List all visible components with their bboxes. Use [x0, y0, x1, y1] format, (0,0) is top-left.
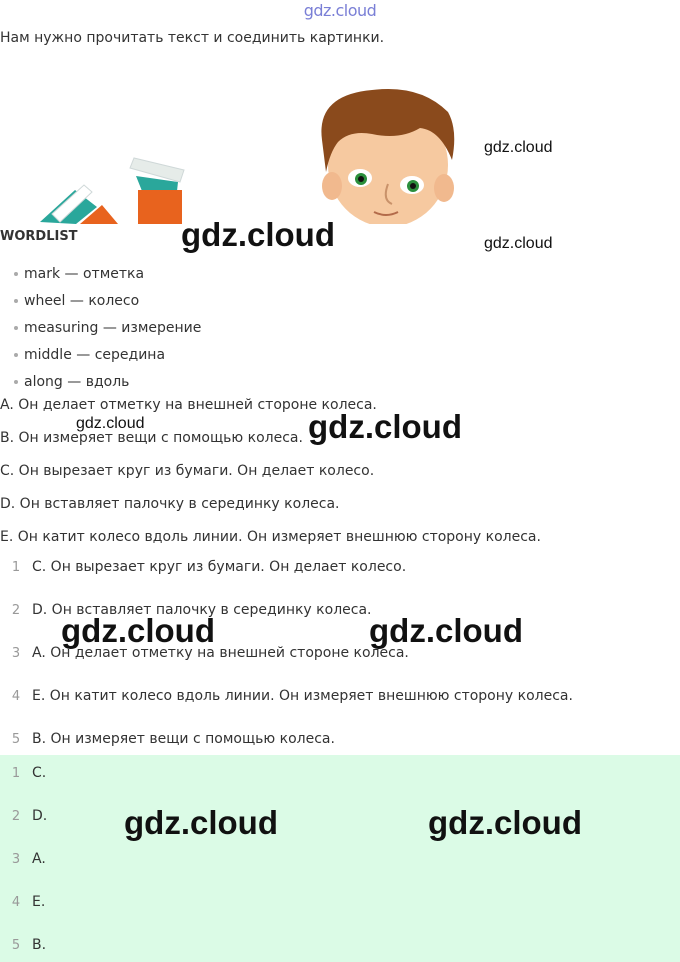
row-text: A. [32, 851, 46, 867]
row-text: C. [32, 765, 47, 781]
row-number: 2 [11, 603, 21, 618]
row-number: 1 [11, 766, 21, 781]
row-number: 3 [11, 646, 21, 661]
watermark: gdz.cloud [308, 408, 462, 445]
ordered-row [0, 685, 680, 728]
answer-row [0, 934, 46, 957]
boy-face-icon [321, 89, 454, 225]
watermark: gdz.cloud [484, 235, 553, 252]
sentence: A. Он делает отметку на внешней стороне колеса. [0, 397, 377, 413]
watermark: gdz.cloud [484, 139, 553, 156]
answer-block [0, 755, 680, 962]
answer-row [0, 805, 47, 828]
wordlist-item: mark — отметка [14, 263, 201, 290]
row-number: 2 [11, 809, 21, 824]
watermark: gdz.cloud [76, 415, 145, 432]
answer-row [0, 891, 45, 914]
sentence: E. Он катит колесо вдоль линии. Он измеряет внешнюю сторону колеса. [0, 529, 541, 545]
bullet-icon [14, 380, 18, 384]
bullet-icon [14, 353, 18, 357]
answer-row [0, 848, 46, 871]
row-text: A. Он делает отметку на внешней стороне колеса. [32, 645, 409, 661]
watermark: gdz.cloud [124, 804, 278, 841]
ordered-list [0, 556, 680, 771]
watermark: gdz.cloud [61, 612, 215, 649]
row-text: C. Он вырезает круг из бумаги. Он делает колесо. [32, 559, 407, 575]
intro-text: Нам нужно прочитать текст и соединить картинки. [0, 30, 385, 46]
wordlist-title: WORDLIST [0, 229, 78, 244]
answer-row [0, 762, 46, 785]
row-text: E. Он катит колесо вдоль линии. Он измеряет внешнюю сторону колеса. [32, 688, 573, 704]
row-text: E. [32, 894, 46, 910]
row-number: 1 [11, 560, 21, 575]
bullet-icon [14, 299, 18, 303]
sentence: C. Он вырезает круг из бумаги. Он делает колесо. [0, 463, 375, 479]
watermark: gdz.cloud [369, 612, 523, 649]
bullet-icon [14, 326, 18, 330]
wordlist-item: middle — середина [14, 344, 201, 371]
shoe-right-icon [130, 158, 184, 224]
row-number: 4 [11, 895, 21, 910]
row-number: 3 [11, 852, 21, 867]
wordlist-item: wheel — колесо [14, 290, 201, 317]
row-text: B. [32, 937, 47, 953]
watermark: gdz.cloud [181, 216, 335, 253]
wordlist-item: measuring — измерение [14, 317, 201, 344]
sentence: B. Он измеряет вещи с помощью колеса. [0, 430, 303, 446]
row-number: 5 [11, 732, 21, 747]
site-header-logo[interactable]: gdz.cloud [303, 1, 377, 20]
shoe-left-icon [40, 185, 118, 224]
row-number: 5 [11, 938, 21, 953]
bullet-icon [14, 272, 18, 276]
row-number: 4 [11, 689, 21, 704]
row-text: B. Он измеряет вещи с помощью колеса. [32, 731, 335, 747]
sentence: D. Он вставляет палочку в серединку колеса. [0, 496, 340, 512]
row-text: D. [32, 808, 48, 824]
boy-illustration [0, 75, 470, 225]
row-text: D. Он вставляет палочку в серединку колеса. [32, 602, 372, 618]
watermark: gdz.cloud [428, 804, 582, 841]
wordlist [14, 263, 201, 398]
wordlist-item: along — вдоль [14, 371, 201, 398]
ordered-row [0, 556, 680, 599]
